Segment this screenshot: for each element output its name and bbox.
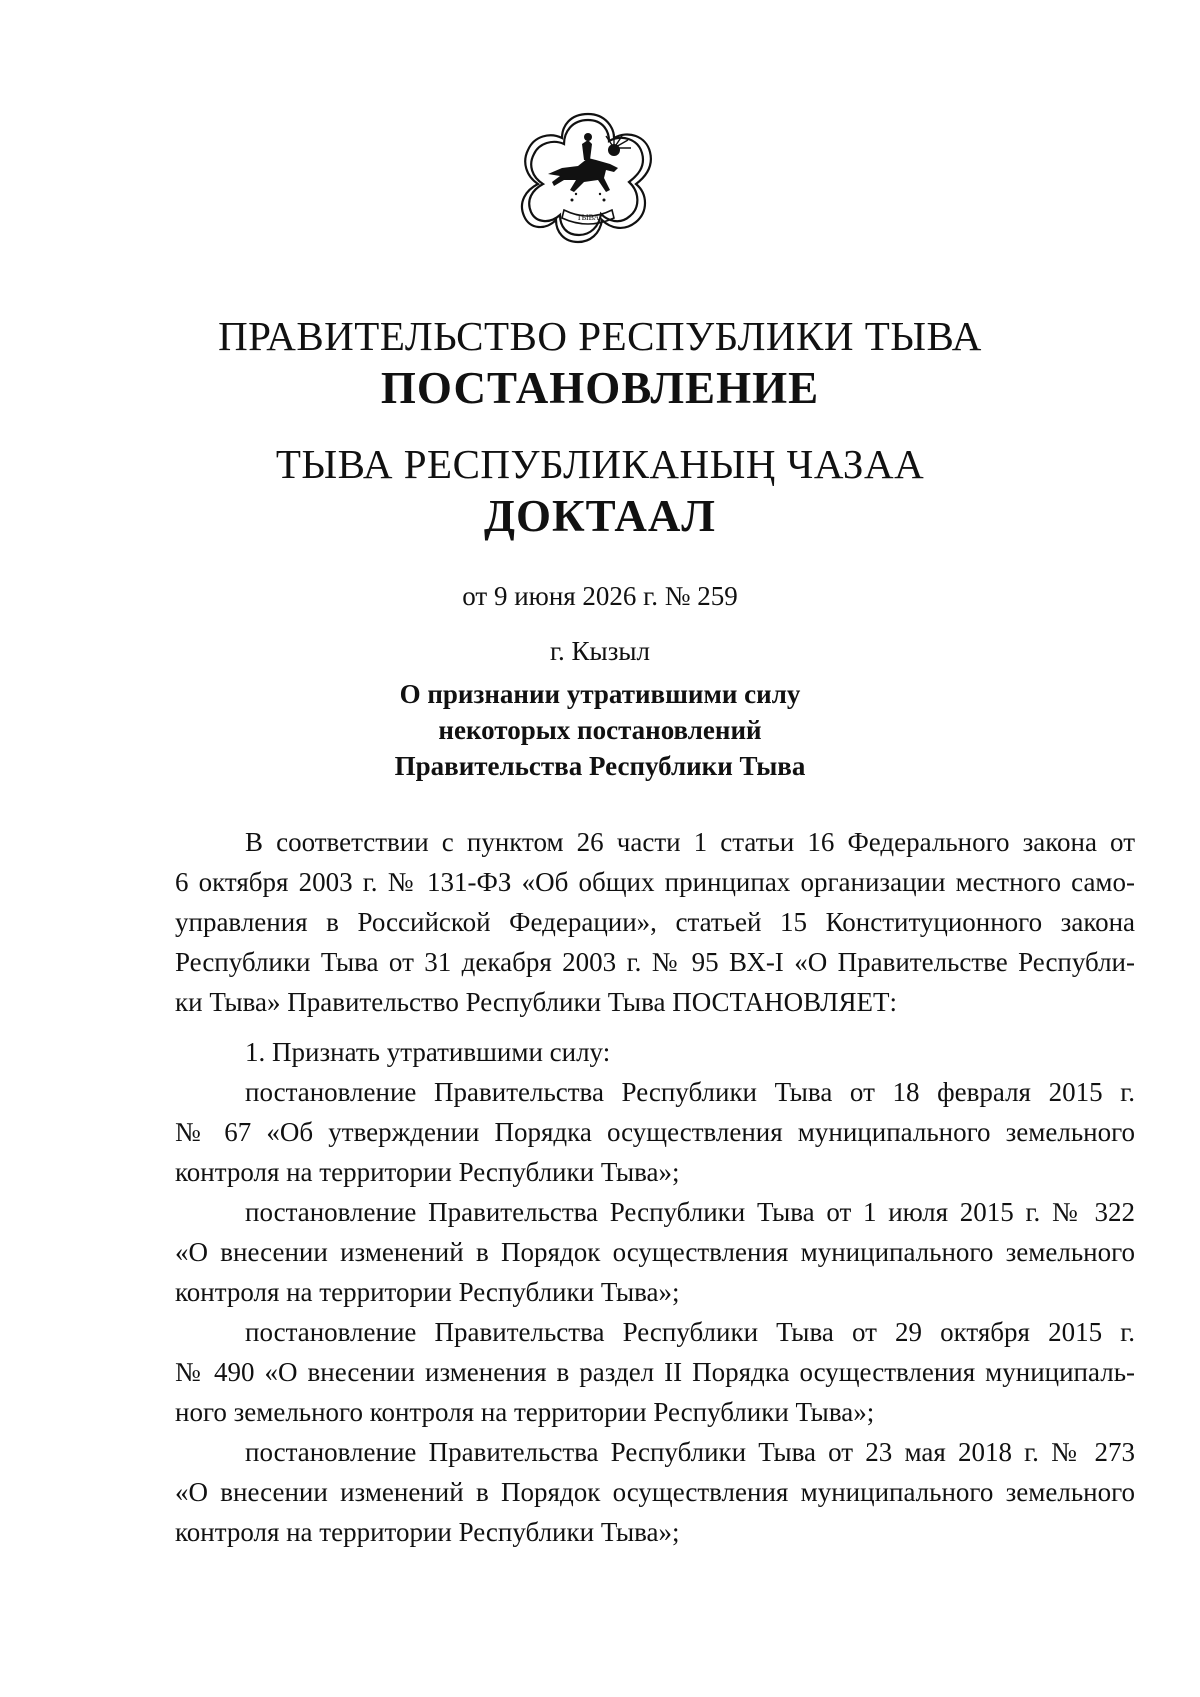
preamble-line: В соответствии с пунктом 26 части 1 статьи 16 Федерального закона от <box>245 827 1135 857</box>
document-subject <box>0 676 1200 784</box>
government-name-tyv: ТЫВА РЕСПУБЛИКАНЫҢ ЧАЗАА <box>275 441 925 487</box>
city: г. Кызыл <box>550 636 650 666</box>
item-line: контроля на территории Республики Тыва»; <box>175 1157 680 1187</box>
document-type-ru: ПОСТАНОВЛЕНИЕ <box>380 363 820 413</box>
subject-line: некоторых постановлений <box>438 715 762 745</box>
item-line: контроля на территории Республики Тыва»; <box>175 1517 680 1547</box>
document-type-tyv: ДОКТААЛ <box>484 491 716 541</box>
clause-title: 1. Признать утратившими силу: <box>245 1037 611 1067</box>
item-line: ного земельного контроля на территории Республики Тыва»; <box>175 1397 875 1427</box>
item-line: постановление Правительства Республики Тыва от 1 июля 2015 г. № 322 <box>245 1197 1135 1227</box>
clause-1 <box>175 1032 1135 1552</box>
item-line: № 67 «Об утверждении Порядка осуществления муниципального земельного <box>175 1117 1135 1147</box>
preamble-line: 6 октября 2003 г. № 131-ФЗ «Об общих принципах организации местного само- <box>175 867 1135 897</box>
preamble-line: ки Тыва» Правительство Республики Тыва ПОСТАНОВЛЯЕТ: <box>175 987 897 1017</box>
emblem-banner-text: ТЫВА <box>576 213 600 222</box>
item-line: «О внесении изменений в Порядок осуществления муниципального земельного <box>175 1477 1135 1507</box>
subject-line: О признании утратившими силу <box>399 679 801 709</box>
date-number: от 9 июня 2026 г. № 259 <box>462 581 738 611</box>
government-name-ru: ПРАВИТЕЛЬСТВО РЕСПУБЛИКИ ТЫВА <box>218 313 982 359</box>
tuva-emblem-icon <box>518 108 658 248</box>
item-line: постановление Правительства Республики Тыва от 18 февраля 2015 г. <box>245 1077 1135 1107</box>
preamble <box>175 822 1135 1022</box>
preamble-line: Республики Тыва от 31 декабря 2003 г. № 95 ВХ-I «О Правительстве Республи- <box>175 947 1135 977</box>
subject-line: Правительства Республики Тыва <box>394 751 806 781</box>
preamble-line: управления в Российской Федерации», статьей 15 Конституционного закона <box>175 907 1135 937</box>
item-line: контроля на территории Республики Тыва»; <box>175 1277 680 1307</box>
item-line: № 490 «О внесении изменения в раздел II Порядка осуществления муниципаль- <box>175 1357 1135 1387</box>
item-line: «О внесении изменений в Порядок осуществления муниципального земельного <box>175 1237 1135 1267</box>
item-line: постановление Правительства Республики Тыва от 23 мая 2018 г. № 273 <box>245 1437 1135 1467</box>
item-line: постановление Правительства Республики Тыва от 29 октября 2015 г. <box>245 1317 1135 1347</box>
